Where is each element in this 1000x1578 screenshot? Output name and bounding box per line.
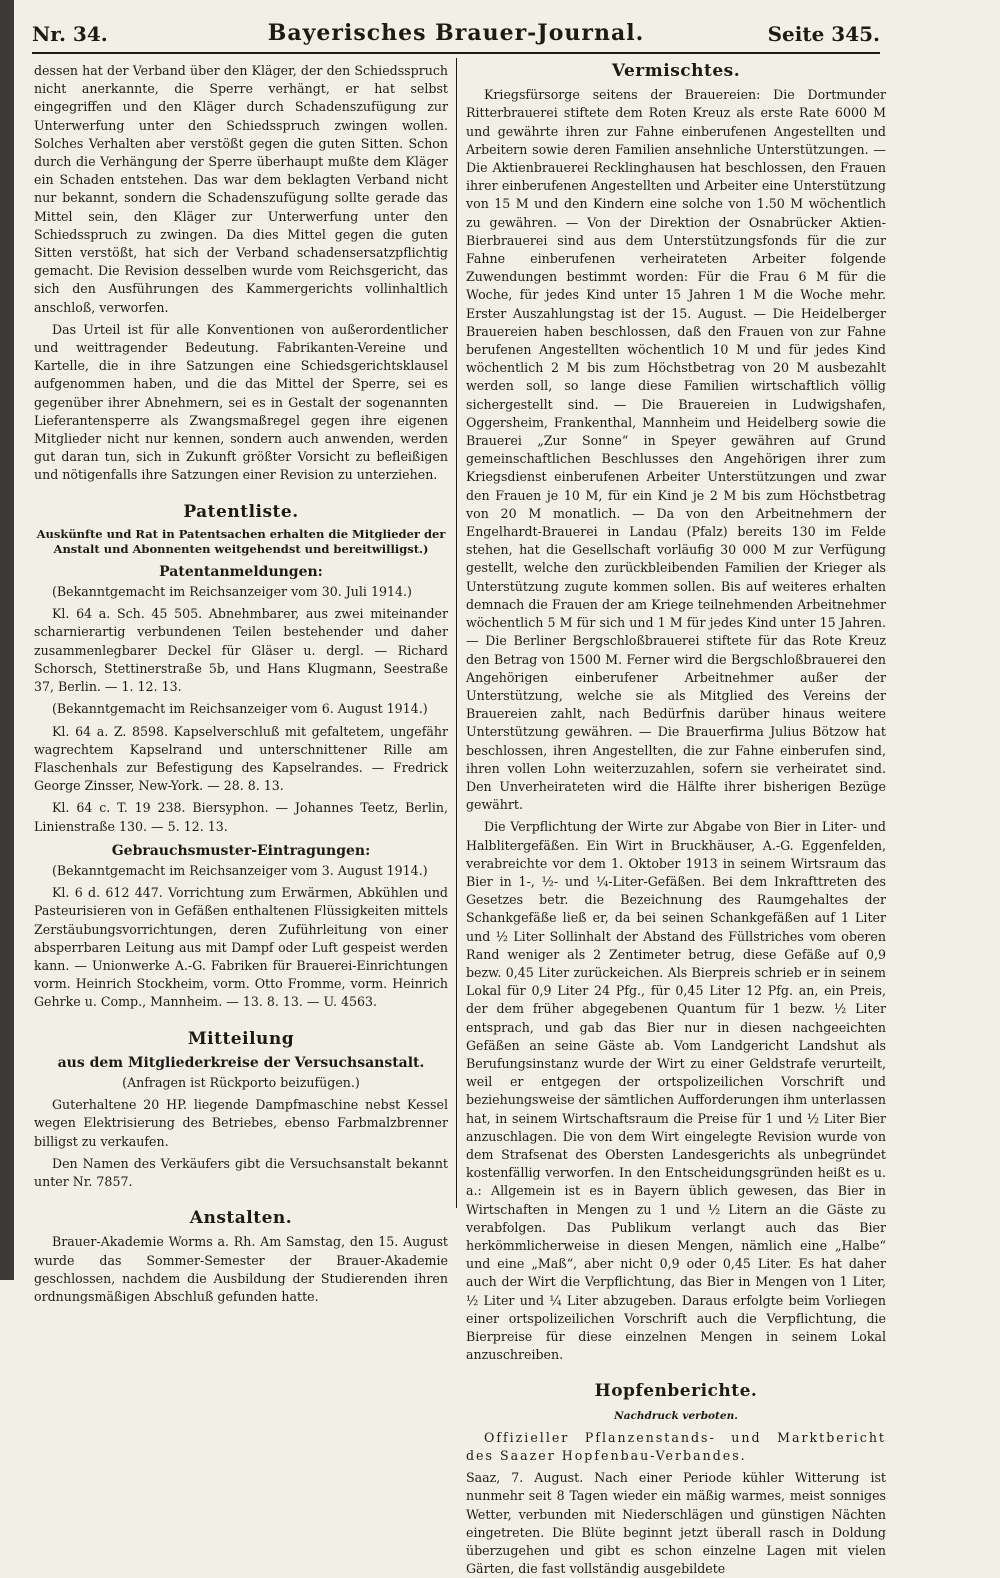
utility-model-heading: Gebrauchsmuster-Eintragungen:	[111, 842, 371, 859]
patent-applications-heading: Patentanmeldungen:	[159, 563, 323, 580]
institutions-heading: Anstalten.	[189, 1208, 293, 1229]
notice-heading: Mitteilung	[187, 1028, 295, 1049]
announcement-date-1: (Bekanntgemacht im Reichsanzeiger vom 30. Juli 1914.)	[52, 584, 412, 600]
notice-subheading: aus dem Mitgliederkreise der Versuchsanstalt.	[57, 1054, 425, 1071]
notice-postage-note: (Anfragen ist Rückporto beizufügen.)	[122, 1074, 360, 1090]
notice-reference: Den Namen des Verkäufers gibt die Versuchsanstalt bekannt unter Nr. 7857.	[34, 1155, 448, 1189]
right-column	[466, 61, 886, 1577]
column-divider	[456, 58, 457, 1208]
patent-info-note: Auskünfte und Rat in Patentsachen erhalten die Mitglieder der Anstalt und Abonnenten weitgehendst und bereitwilligst.)	[36, 526, 446, 556]
hops-reports-heading: Hopfenberichte.	[594, 1381, 758, 1402]
reprint-prohibited-note: Nachdruck verboten.	[614, 1409, 738, 1422]
institutions-paragraph: Brauer-Akademie Worms a. Rh. Am Samstag, den 15. August wurde das Sommer-Semester der Brauer-Akademie geschlossen, nachdem die Ausbildung der Studierenden ihren ordnungsmäßigen Abschluß gefunden hatte.	[34, 1234, 448, 1304]
announcement-date-2: (Bekanntgemacht im Reichsanzeiger vom 6. August 1914.)	[52, 701, 428, 717]
beer-measure-paragraph: Die Verpflichtung der Wirte zur Abgabe von Bier in Liter- und Halblitergefäßen. Ein Wirt in Bruckhäuser, A.-G. Eggenfelden, verabreichte vor dem 1. Oktober 1913 in seinem Wirtsraum das Bier in 1-, ½- und ¼-Liter-Gefäßen. Bei dem Inkrafttreten des Gesetzes betr. die Bezeichnung des Raumgehaltes der Schankgefäße ließ er, da bei seinen Schankgefäßen auf 1 Liter und ½ Liter Sollinhalt der Abstand des Füllstriches vom oberen Rand weniger als 2 Zentimeter betrug, diese Gefäße auf 0,9 bezw. 0,45 Liter zurückeichen. Als Bierpreis schrieb er in seinem Lokal für 0,9 Liter 24 Pfg., für 0,45 Liter 12 Pfg. an, ein Preis, der dem früher abgegebenen Quantum für 1 bezw. ½ Liter entsprach, und gab das Bier nur in diesen nachgeeichten Gefäßen an seine Gäste ab. Vom Landgericht Landshut als Berufungsinstanz wurde der Wirt zu einer Geldstrafe verurteilt, weil er entgegen der ortspolizeilichen Vorschrift und beziehungsweise der sämtlichen Aufforderungen ihm unterlassen hat, in seinem Wirtschaftsraum die Preise für 1 und ½ Liter Bier anzuschlagen. Die von dem Wirt eingelegte Revision wurde von dem Strafsenat des Obersten Landesgerichts als unbegründet kostenfällig verworfen. In den Entscheidungsgründen heißt es u. a.: Allgemein ist es in Bayern üblich gewesen, das Bier in Wirtschaften in Mengen zu 1 und ½ Litern an die Gäste zu verabfolgen. Das Publikum verlangt auch das Bier herkömmlicherweise in diesen Mengen, nämlich eine „Halbe“ und eine „Maß“, aber nicht 0,9 oder 0,45 Liter. Es hat daher auch der Wirt die Verpflichtung, das Bier in Mengen von 1 Liter, ½ Liter und ¼ Liter abzugeben. Daraus erfolgte beim Vorliegen einer ortspolizeilichen Vorschrift auch die Verpflichtung, die Bierpreise für diese einzelnen Mengen in seinem Lokal anzuschreiben.	[466, 819, 886, 1363]
patent-entry-4: Kl. 6 d. 612 447. Vorrichtung zum Erwärmen, Abkühlen und Pasteurisieren von in Gefäßen enthaltenen Flüssigkeiten mittels Zerstäubungsvorrichtungen, deren Zuführleitung von einer absperrbaren Leitung aus mit Dampf oder Luft gespeist werden kann. — Unionwerke A.-G. Fabriken für Brauerei-Einrichtungen vorm. Heinrich Stockheim, vorm. Otto Fromme, vorm. Heinrich Gehrke u. Comp., Mannheim. — 13. 8. 13. — U. 4563.	[34, 885, 448, 1010]
announcement-date-3: (Bekanntgemacht im Reichsanzeiger vom 3. August 1914.)	[52, 862, 428, 878]
patent-entry-2: Kl. 64 a. Z. 8598. Kapselverschluß mit gefaltetem, ungefähr wagrechtem Kapselrand und unterschnittener Rille am Flaschenhals zur Befestigung des Kapselrandes. — Fredrick George Zinsser, New-York. — 28. 8. 13.	[34, 723, 448, 794]
page-header	[32, 20, 880, 50]
court-ruling-paragraph: dessen hat der Verband über den Kläger, der den Schiedsspruch nicht anerkannte, die Sperre verhängt, er hat selbst eingegriffen und den Kläger durch Schadenszufügung zur Unterwerfung unter den Schiedsspruch zwingen wollen. Solches Verhalten aber verstößt gegen die guten Sitten. Schon durch die Verhängung der Sperre überhaupt mußte dem Kläger ein Schaden entstehen. Das war dem beklagten Verband nicht nur bekannt, sondern die Schadenszufügung sollte gerade das Mittel sein, den Kläger zur Unterwerfung unter den Schiedsspruch zu zwingen. Da dies Mittel gegen die guten Sitten verstößt, hat sich der Verband schadensersatzpflichtig gemacht. Die Revision desselben wurde vom Reichsgericht, das sich den Ausführungen des Kammergerichts vollinhaltlich anschloß, verworfen.	[34, 63, 448, 315]
hops-report-title: Offizieller Pflanzenstands- und Marktbericht des Saazer Hopfenbau-Verbandes.	[466, 1429, 886, 1464]
issue-number: Nr. 34.	[32, 22, 108, 46]
journal-title: Bayerisches Brauer-Journal.	[267, 20, 645, 46]
patent-list-heading: Patentliste.	[183, 501, 299, 522]
war-welfare-paragraph: Kriegsfürsorge seitens der Brauereien: Die Dortmunder Ritterbrauerei stiftete dem Roten Kreuz als erste Rate 6000 M und gewährte ihren zur Fahne einberufenen Angestellten und Arbeitern sowie deren Familien ansehnliche Unterstützungen. — Die Aktienbrauerei Recklinghausen hat beschlossen, den Frauen ihrer einberufenen Angestellten und Arbeiter eine Unterstützung von 15 M und den Kindern eine solche von 1.50 M wöchentlich zu gewähren. — Von der Direktion der Osnabrücker Aktien-Bierbrauerei sind aus dem Unterstützungsfonds für die zur Fahne einberufenen verheirateten Arbeiter folgende Zuwendungen bestimmt worden: Für die Frau 6 M für die Woche, für jedes Kind unter 15 Jahren 1 M die Woche mehr. Erster Auszahlungstag ist der 15. August. — Die Heidelberger Brauereien haben beschlossen, daß den Frauen von zur Fahne berufenen Angestellten wöchentlich 10 M und für jedes Kind wöchentlich 2 M bis zum Höchstbetrag von 20 M ausbezahlt werden soll, so lange diese Familien wirtschaftlich völlig sichergestellt sind. — Die Brauereien in Ludwigshafen, Oggersheim, Frankenthal, Mannheim und Heidelberg sowie die Brauerei „Zur Sonne“ in Speyer gewähren auf Grund gemeinschaftlichen Beschlusses den Angehörigen ihrer zum Kriegsdienst einberufenen Arbeiter Unterstützungen und zwar den Frauen je 10 M, für ein Kind je 2 M bis zum Höchstbetrag von 20 M monatlich. — Da von den Arbeitnehmern der Engelhardt-Brauerei in Landau (Pfalz) bereits 130 im Felde stehen, hat die Gesellschaft vorläufig 30 000 M zur Verfügung gestellt, welche den zurückbleibenden Familien der Krieger als Unterstützung zugute kommen sollen. Bis auf weiteres erhalten demnach die Frauen der am Kriege teilnehmenden Arbeitnehmer wöchentlich 5 M für sich und 1 M für jedes Kind unter 15 Jahren. — Die Berliner Bergschloßbrauerei stiftete für das Rote Kreuz den Betrag von 1500 M. Ferner wird die Bergschloßbrauerei den Angehörigen einberufener Arbeitnehmer außer der Unterstützung, welche sie als Mitglied des Vereins der Brauereien zahlt, nach Bedürfnis darüber hinaus weitere Unterstützung gewähren. — Die Brauerfirma Julius Bötzow hat beschlossen, ihren Angestellten, die zur Fahne einberufen sind, ihren vollen Lohn weiterzuzahlen, sofern sie verheiratet sind. Den Unverheirateten wird die Hälfte ihrer bisherigen Bezüge gewährt.	[466, 87, 886, 813]
left-column	[34, 62, 448, 1304]
miscellaneous-heading: Vermischtes.	[611, 61, 741, 81]
patent-entry-1: Kl. 64 a. Sch. 45 505. Abnehmbarer, aus zwei miteinander scharnierartig verbundenen Teilen bestehender und daher zusammenlegbarer Deckel für Gläser u. dergl. — Richard Schorsch, Stettinerstraße 5b, und Hans Klugmann, Seestraße 37, Berlin. — 1. 12. 13.	[34, 606, 448, 695]
header-rule	[32, 52, 880, 54]
ruling-significance-paragraph: Das Urteil ist für alle Konventionen von außerordentlicher und weittragender Bedeutung. Fabrikanten-Vereine und Kartelle, die in ihre Satzungen eine Schiedsgerichtsklausel aufgenommen haben, und die das Mittel der Sperre, sei es gegenüber ihrer Abnehmern, sei es in Gestalt der sogenannten Lieferantensperre als Zwangsmaßregel gegen ihre eigenen Mitglieder nicht nur kennen, sondern auch anwenden, werden gut daran tun, sich in Zukunft größter Vorsicht zu befleißigen und nötigenfalls ihre Satzungen einer Revision zu unterziehen.	[34, 321, 448, 483]
page-edge-shadow	[0, 0, 14, 1280]
hops-report-paragraph: Saaz, 7. August. Nach einer Periode kühler Witterung ist nunmehr seit 8 Tagen wieder ein mäßig warmes, meist sonniges Wetter, verbunden mit Niederschlägen und günstigen Nächten eingetreten. Die Blüte beginnt jetzt überall rasch in Doldung überzugehen und gibt es schon einzelne Lagen mit vielen Gärten, die fast vollständig ausgebildete	[466, 1470, 886, 1577]
patent-entry-3: Kl. 64 c. T. 19 238. Biersyphon. — Johannes Teetz, Berlin, Linienstraße 130. — 5. 12. 13.	[34, 800, 448, 834]
page-number: Seite 345.	[767, 22, 880, 46]
notice-offer: Guterhaltene 20 HP. liegende Dampfmaschine nebst Kessel wegen Elektrisierung des Betriebes, ebenso Farbmalzbrenner billigst zu verkaufen.	[34, 1097, 448, 1149]
